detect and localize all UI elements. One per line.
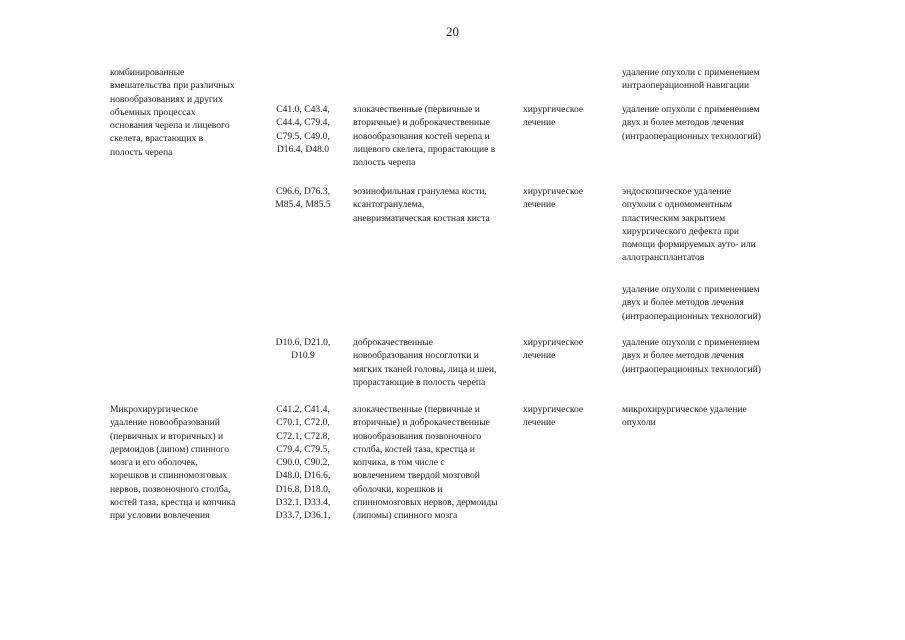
icd-codes-cell: C41.0, C43.4, C44.4, C79.4, C79.5, C49.0, D16.4, D48.0 — [276, 104, 330, 155]
group-cell: Микрохирургическое удаление новообразований (первичных и вторичных) и дермоидов (липом) спинного мозга и его оболочек, корешков и спинномозговых нервов, позвоночного столба, костей таза, крестца и копчика при условии вовлечения — [110, 404, 236, 522]
treatment-type-cell: хирургическое лечение — [523, 404, 584, 429]
treatment-type-cell: хирургическое лечение — [523, 337, 584, 362]
method-cell: удаление опухоли с применением двух и более методов лечения (интраоперационных технологий) — [622, 104, 761, 142]
method-cell: удаление опухоли с применением двух и более методов лечения (интраоперационных технологий) — [622, 337, 761, 375]
method-cell: удаление опухоли с применением двух и более методов лечения (интраоперационных технологий) — [622, 284, 761, 322]
diagnosis-cell: злокачественные (первичные и вторичные) и доброкачественные новообразования позвоночного столба, костей таза, крестца и копчика, в том числе с вовлечением твердой мозговой оболочки, корешков и спинномозговых нервов, дермоиды (липомы) спинного мозга — [353, 404, 498, 522]
icd-codes-cell: D10.6, D21.0, D10.9 — [275, 337, 331, 362]
treatment-type-cell: хирургическое лечение — [523, 104, 584, 129]
diagnosis-cell: злокачественные (первичные и вторичные) и доброкачественные новообразования костей черепа и лицевого скелета, прорастающие в полость черепа — [353, 104, 496, 169]
icd-codes-cell: C41.2, C41.4, C70.1, C72.0, C72.1, C72.8, C79.4, C79.5, C90.0, C90.2, D48.0, D16.6, D16.8, D18.0, D32.1, D33.4, D33.7, D36.1, — [275, 404, 331, 522]
group-cell: комбинированные вмешательства при различных новообразованиях и других объемных процессах основания черепа и лицевого скелета, врастающих в полость черепа — [110, 67, 235, 158]
method-cell: эндоскопическое удаление опухоли с одномоментным пластическим закрытием хирургического дефекта при помощи формируемых ауто- или аллотрансплантатов — [622, 186, 756, 264]
icd-codes-cell: C96.6, D76.3, M85.4, M85.5 — [275, 186, 331, 211]
diagnosis-cell: доброкачественные новообразования носоглотки и мягких тканей головы, лица и шеи, прорастающие в полость черепа — [353, 337, 497, 388]
page-number: 20 — [446, 24, 459, 39]
treatment-type-cell: хирургическое лечение — [523, 186, 584, 211]
method-cell: микрохирургическое удаление опухоли — [622, 404, 747, 429]
diagnosis-cell: эозинофильная гранулема кости, ксантогранулема, аневризматическая костная киста — [353, 186, 490, 224]
method-cell: удаление опухоли с применением интраоперационной навигации — [622, 67, 760, 92]
